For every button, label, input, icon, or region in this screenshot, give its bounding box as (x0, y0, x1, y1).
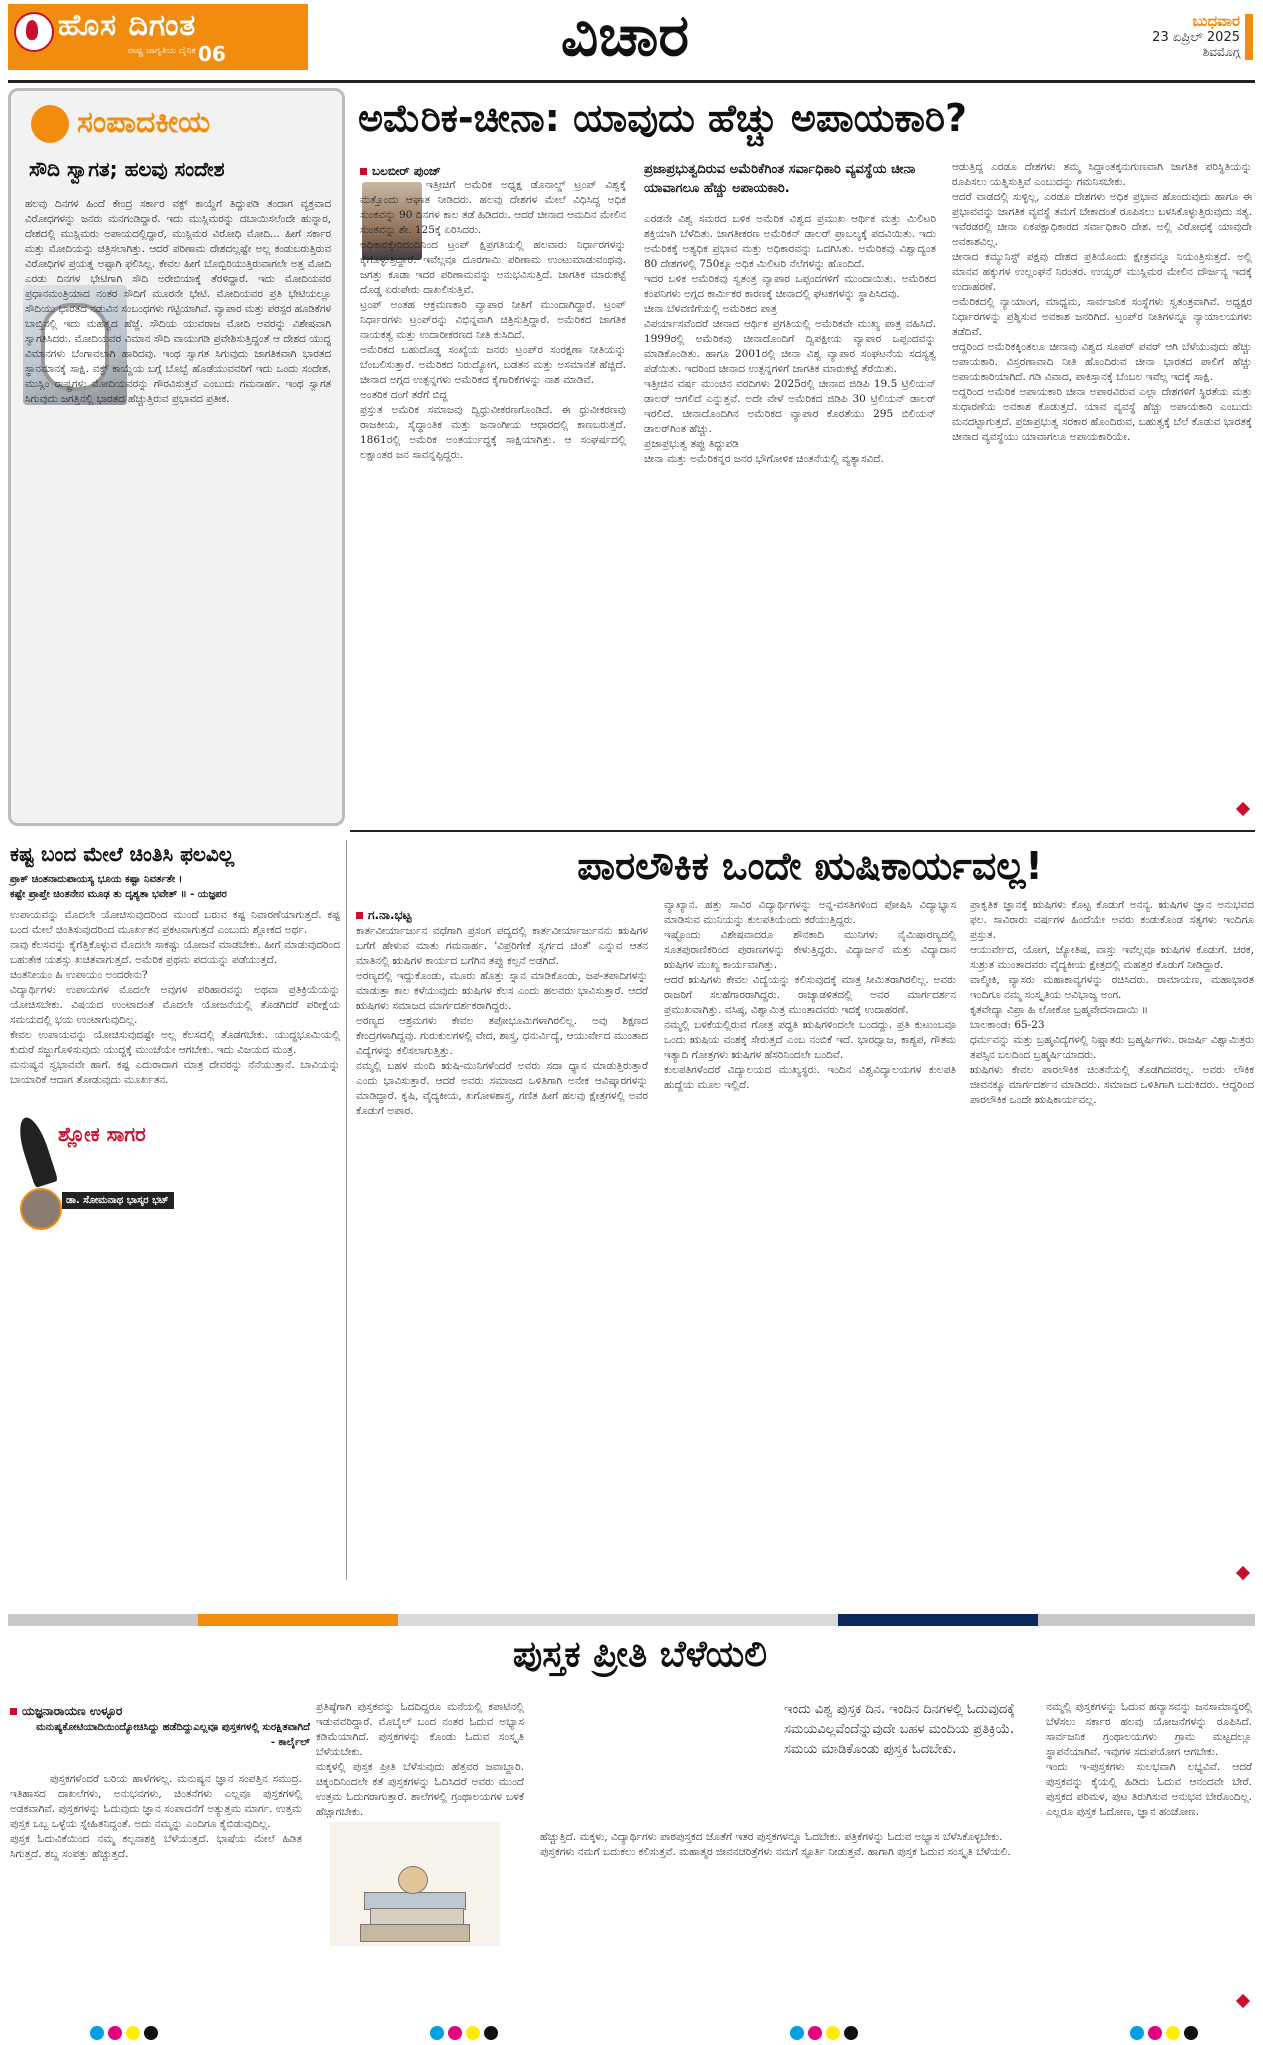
logo-text: ಹೊಸ ದಿಗಂತ (58, 8, 197, 43)
main-author: ಬಲಬೀರ್ ಪುಂಜ್ (372, 164, 441, 178)
editorial-emblem-icon (31, 105, 69, 143)
books-kicker: ಮನುಷ್ಯಕೋಟಿಯಾದಿಯಿಂದ್ಯೋಚಿಸಿದ್ದು ಹಡೆದಿದ್ದುಎಲ್ಲವೂ ಪುಸ್ತಕಗಳಲ್ಲಿ ಸುರಕ್ಷಿತವಾಗಿದೆ - ಕಾರ್ಲೈಲ್ (36, 1722, 310, 1748)
date-label: 23 ಏಪ್ರಿಲ್ 2025 (1152, 30, 1240, 45)
masthead (0, 0, 1263, 78)
books-headline: ಪುಸ್ತಕ ಪ್ರೀತಿ ಬೆಳೆಯಲಿ (512, 1634, 768, 1675)
shloka-box (10, 1112, 168, 1232)
books-illustration (330, 1822, 500, 1946)
city-label: ಶಿವಮೊಗ್ಗ (1202, 45, 1240, 59)
columnist-avatar (20, 1188, 62, 1230)
vertical-rule-spiritual (346, 840, 347, 1580)
color-divider (8, 1614, 1255, 1626)
main-author-byline (360, 160, 660, 179)
cmyk-dot-magenta (108, 2026, 122, 2040)
second-col-2: ವ್ಯಾಖ್ಯಾನ. ಹತ್ತು ಸಾವಿರ ವಿದ್ಯಾರ್ಥಿಗಳನ್ನು ಅನ್ನ-ವಸತಿಗಳಿಂದ ಪೋಷಿಸಿ ವಿದ್ಯಾಭ್ಯಾಸ ಮಾಡಿಸುವ ಮುನಿಯನ್ನು ಕುಲಪತಿಯೆಂದು ಕರೆಯುತ್ತಿದ್ದರು. ಇಷ್ಟೊಂದು ವಿಶೇಷವಾದರೂ ಶೌನಕಾದಿ ಮುನಿಗಳು ನೈಮಿಷಾರಣ್ಯದಲ್ಲಿ ಸೂತಪುರಾಣಿಕರಿಂದ ಪುರಾಣಗಳನ್ನು ಕೇಳುತ್ತಿದ್ದರು. ವಿದ್ಯಾರ್ಜನೆ ಮತ್ತು ವಿದ್ಯಾದಾನ ಋಷಿಗಳ ಮುಖ್ಯ ಕಾರ್ಯವಾಗಿತ್ತು. ಆದರೆ ಋಷಿಗಳು ಕೇವಲ ವಿದ್ಯೆಯನ್ನು ಕಲಿಸುವುದಕ್ಕೆ ಮಾತ್ರ ಸೀಮಿತರಾಗಿರಲಿಲ್ಲ. ಅವರು ರಾಜರಿಗೆ ಸಲಹೆಗಾರರಾಗಿದ್ದರು. ರಾಜ್ಯಾಡಳಿತದಲ್ಲಿ ಅವರ ಮಾರ್ಗದರ್ಶನ ಪ್ರಮುಖವಾಗಿತ್ತು. ವಸಿಷ್ಠ, ವಿಶ್ವಾಮಿತ್ರ ಮುಂತಾದವರು ಇದಕ್ಕೆ ಉದಾಹರಣೆ. ನಮ್ಮಲ್ಲಿ ಬಳಕೆಯಲ್ಲಿರುವ ಗೋತ್ರ ಪದ್ಧತಿ ಋಷಿಗಳಿಂದಲೇ ಬಂದದ್ದು. ಪ್ರತಿ ಕುಟುಂಬವೂ ಒಂದು ಋಷಿಯ ವಂಶಕ್ಕೆ ಸೇರುತ್ತದೆ ಎಂಬ ನಂಬಿಕೆ ಇದೆ. ಭಾರದ್ವಾಜ, ಕಾಶ್ಯಪ, ಗೌತಮ ಇತ್ಯಾದಿ ಗೋತ್ರಗಳು ಋಷಿಗಳ ಹೆಸರಿನಿಂದಲೇ ಬಂದಿವೆ. ಕುಲಪತಿಗಳೆಂದರೆ ವಿದ್ಯಾಲಯದ ಮುಖ್ಯಸ್ಥರು. ಇಂದಿನ ವಿಶ್ವವಿದ್ಯಾಲಯಗಳ ಕುಲಪತಿ ಹುದ್ದೆಯ ಮೂಲ ಇಲ್ಲಿದೆ. (664, 899, 956, 1091)
main-col-2: ಎರಡನೇ ವಿಶ್ವ ಸಮರದ ಬಳಿಕ ಅಮೆರಿಕ ವಿಶ್ವದ ಪ್ರಮುಖ ಆರ್ಥಿಕ ಮತ್ತು ಮಿಲಿಟರಿ ಶಕ್ತಿಯಾಗಿ ಬೆಳೆದಿತು. ಜಾಗತೀಕರಣ ಅಮೆರಿಕನ್ ಡಾಲರ್ ಪ್ರಾಬಲ್ಯಕ್ಕೆ ಪದವಿಯಿತು. ಇದು ಅಮೆರಿಕಕ್ಕೆ ಅತ್ಯಧಿಕ ಪ್ರಭಾವ ಮತ್ತು ಅಧಿಕಾರವನ್ನು ಒದಗಿಸಿತು. ಅಮೆರಿಕವು ವಿಶ್ವಾದ್ಯಂತ 80 ದೇಶಗಳಲ್ಲಿ 750ಕ್ಕೂ ಅಧಿಕ ಮಿಲಿಟರಿ ನೆಲೆಗಳನ್ನು ಹೊಂದಿದೆ. ಇದರ ಬಳಿಕ ಅಮೆರಿಕವು ಸ್ವತಂತ್ರ ವ್ಯಾಪಾರ ಒಪ್ಪಂದಗಳಿಗೆ ಮುಂದಾಯಿತು. ಅಮೆರಿಕದ ಕಂಪನಿಗಳು ಅಗ್ಗದ ಕಾರ್ಮಿಕರ ಕಾರಣಕ್ಕೆ ಚೀನಾದಲ್ಲಿ ಘಟಕಗಳನ್ನು ಸ್ಥಾಪಿಸಿದವು. ಚೀನಾ ಬೆಳವಣಿಗೆಯಲ್ಲಿ ಅಮೆರಿಕದ ಪಾತ್ರ ವಿಪರ್ಯಾಸವೆಂದರೆ ಚೀನಾದ ಆರ್ಥಿಕ ಪ್ರಗತಿಯಲ್ಲಿ ಅಮೆರಿಕವೇ ಮುಖ್ಯ ಪಾತ್ರ ವಹಿಸಿದೆ. 1999ರಲ್ಲಿ ಅಮೆರಿಕವು ಚೀನಾದೊಂದಿಗೆ ದ್ವಿಪಕ್ಷೀಯ ವ್ಯಾಪಾರ ಒಪ್ಪಂದವನ್ನು ಮಾಡಿಕೊಂಡಿತು. ಹಾಗೂ 2001ರಲ್ಲಿ ಚೀನಾ ವಿಶ್ವ ವ್ಯಾಪಾರ ಸಂಘಟನೆಯ ಸದಸ್ಯತ್ವ ಪಡೆಯಿತು. ಇದರಿಂದ ಚೀನಾದ ಉತ್ಪನ್ನಗಳಿಗೆ ಜಾಗತಿಕ ಮಾರುಕಟ್ಟೆ ತೆರೆಯಿತು. ಇತ್ತೀಚಿನ ವರ್ಷ ಮುಂಚಿನ ವರದಿಗಳು 2025ರಲ್ಲಿ ಚೀನಾದ ಜಿಡಿಪಿ 19.5 ಟ್ರಿಲಿಯನ್ ಡಾಲರ್ ಆಗಲಿದೆ ಎನ್ನುತ್ತವೆ. ಅದೇ ವೇಳೆ ಅಮೆರಿಕದ ಜಿಡಿಪಿ 30 ಟ್ರಿಲಿಯನ್ ಡಾಲರ್ ಇರಲಿದೆ. ಚೀನಾದೊಂದಿಗಿನ ಅಮೆರಿಕದ ವ್ಯಾಪಾರ ಕೊರತೆಯು 295 ಬಿಲಿಯನ್ ಡಾಲರ್‌ಗಿಂತ ಹೆಚ್ಚು. ಪ್ರಜಾಪ್ರಭುತ್ವ ತಪ್ಪು ತಿದ್ದುಪಡಿ ಚೀನಾ ಮತ್ತು ಅಮೆರಿಕನ್ನರ ಜನರ ಭೌಗೋಳಿಕ ಚಿಂತನೆಯಲ್ಲಿ ವ್ಯತ್ಯಾಸವಿದೆ. (644, 213, 936, 465)
spiritual-headline: ಕಷ್ಟ ಬಂದ ಮೇಲೆ ಚಿಂತಿಸಿ ಫಲವಿಲ್ಲ (10, 842, 235, 866)
editorial-label: ಸಂಪಾದಕೀಯ (77, 105, 211, 140)
main-headline: ಅಮೆರಿಕ-ಚೀನಾ: ಯಾವುದು ಹೆಚ್ಚು ಅಪಾಯಕಾರಿ? (358, 96, 968, 140)
cmyk-dot-black (144, 2026, 158, 2040)
editorial-box (8, 88, 345, 826)
books-highlight: ಇಂದು ವಿಶ್ವ ಪುಸ್ತಕ ದಿನ. ಇಂದಿನ ದಿನಗಳಲ್ಲಿ ಓದುವುದಕ್ಕೆ ಸಮಯವಿಲ್ಲವೆಂದೆನ್ನುವುದೇ ಬಹಳ ಮಂದಿಯ ಪ್ರತಿಕ್ರಿಯೆ. ಸಮಯ ಮಾಡಿಕೊಂಡು ಪುಸ್ತಕ ಓದಬೇಕು. (784, 1702, 1015, 1757)
books-col-4: ನಮ್ಮಲ್ಲಿ ಪುಸ್ತಕಗಳನ್ನು ಓದುವ ಹವ್ಯಾಸವನ್ನು ಜನಸಾಮಾನ್ಯರಲ್ಲಿ ಬೆಳೆಸಲು ಸರ್ಕಾರ ಹಲವು ಯೋಜನೆಗಳನ್ನು ರೂಪಿಸಿದೆ. ಸಾರ್ವಜನಿಕ ಗ್ರಂಥಾಲಯಗಳು ಗ್ರಾಮ ಮಟ್ಟದಲ್ಲೂ ಸ್ಥಾಪನೆಯಾಗಿವೆ. ಇವುಗಳ ಸದುಪಯೋಗ ಆಗಬೇಕು. ಇಂದು ಇ-ಪುಸ್ತಕಗಳು ಸುಲಭವಾಗಿ ಲಭ್ಯವಿವೆ. ಆದರೆ ಪುಸ್ತಕವನ್ನು ಕೈಯಲ್ಲಿ ಹಿಡಿದು ಓದುವ ಆನಂದವೇ ಬೇರೆ. ಪುಸ್ತಕದ ಪರಿಮಳ, ಪುಟ ತಿರುಗಿಸುವ ಅನುಭವ ಬೇರೊಂದಿಲ್ಲ. ಎಲ್ಲರೂ ಪುಸ್ತಕ ಓದೋಣ, ಜ್ಞಾನ ಹಂಚೋಣ. (1046, 1701, 1252, 1818)
byline-marker-icon-2 (356, 912, 363, 919)
books-col-2: ಪ್ರತಿಷ್ಠೆಗಾಗಿ ಪುಸ್ತಕವನ್ನು ಓದದಿದ್ದರೂ ಮನೆಯಲ್ಲಿ ಕಪಾಟಿನಲ್ಲಿ ಇಡುವವರಿದ್ದಾರೆ. ಮೊಬೈಲ್ ಬಂದ ನಂತರ ಓದುವ ಅಭ್ಯಾಸ ಕಡಿಮೆಯಾಗಿದೆ. ಪುಸ್ತಕಗಳನ್ನು ಕೊಂಡು ಓದುವ ಸಂಸ್ಕೃತಿ ಬೆಳೆಯಬೇಕು. ಮಕ್ಕಳಲ್ಲಿ ಪುಸ್ತಕ ಪ್ರೀತಿ ಬೆಳೆಸುವುದು ಹೆತ್ತವರ ಜವಾಬ್ದಾರಿ. ಚಿಕ್ಕಂದಿನಿಂದಲೇ ಕತೆ ಪುಸ್ತಕಗಳನ್ನು ಓದಿಸಿದರೆ ಅವರು ಮುಂದೆ ಉತ್ತಮ ಓದುಗರಾಗುತ್ತಾರೆ. ಶಾಲೆಗಳಲ್ಲಿ ಗ್ರಂಥಾಲಯಗಳ ಬಳಕೆ ಹೆಚ್ಚಾಗಬೇಕು. (316, 1701, 524, 1818)
books-author: ಯಜ್ಞನಾರಾಯಣ ಉಳ್ಳೂರ (22, 1704, 123, 1718)
day-label: ಬುಧವಾರ (1192, 12, 1240, 30)
editorial-label-wrap (31, 103, 331, 147)
logo-emblem-icon (14, 12, 54, 52)
spiritual-verse: ಪ್ರಾಕ್ ಚಿಂತನಾದುಪಾಯಸ್ಯ ಭೂಯ ಕಷ್ಟಾ ನಿವರ್ತತೇ । ಕಷ್ಟೇ ಪ್ರಾಪ್ತೇ ಚಿಂತನೇನ ಮೂಢ ತು ದೃಶ್ಯತಾ ಭವೇತ್ ॥ - ಯಜ್ಞಪರ (10, 874, 227, 900)
books-author-byline (10, 1700, 310, 1719)
cmyk-dot-cyan (90, 2026, 104, 2040)
byline-marker-icon-3 (10, 1708, 17, 1715)
shloka-box-author: ಡಾ. ಸೋಮನಾಥ ಭಾಸ್ಕರ ಭಟ್ (62, 1192, 174, 1209)
masthead-rule (8, 80, 1255, 83)
editorial-body: ಹಲವು ದಿನಗಳ ಹಿಂದೆ ಕೇಂದ್ರ ಸರ್ಕಾರ ವಕ್ಫ್ ಕಾಯ್ದೆಗೆ ತಿದ್ದುಪಡಿ ತಂದಾಗ ವ್ಯಕ್ತವಾದ ವಿರೋಧಗಳನ್ನು ಜನರು ಮನಗಂಡಿದ್ದಾರೆ. ಇದು ಮುಸ್ಲಿಮರನ್ನು ದಬಾಯಿಸಲೆಂದೇ ಹುನ್ನಾರ, ದೇಶದಲ್ಲಿ ಮುಸ್ಲಿಮರು ಅಪಾಯದಲ್ಲಿದ್ದಾರೆ, ಮುಸ್ಲಿಮರ ವಿರೋಧಿ ಮೋದಿ... ಹೀಗೆ ಸರ್ಕಾರ ಮತ್ತು ಮೋದಿಯನ್ನು ಚಿತ್ರಿಸಲಾಗಿತ್ತು. ಆದರೆ ಪರಿಣಾಮ ದೇಶದಲ್ಲಷ್ಟೇ ಅಲ್ಲ ಕಂಡುಬರುತ್ತಿರುವ ವಿರೋಧಿಗಳ ಪ್ರಯತ್ನ ಅಷ್ಟಾಗಿ ಫಲಿಸಿಲ್ಲ. ಕೇವಲ ಹೀಗೆ ಬೊಬ್ಬಿರಿಯುತ್ತಿರುವಾಗಲೇ ಅತ್ತ ಮೋದಿ ಎರಡು ದಿನಗಳ ಭೇಟಿಗಾಗಿ ಸೌದಿ ಅರೇಬಿಯಾಕ್ಕೆ ತೆರಳಿದ್ದಾರೆ. ಇದು ಮೋದಿಯವರ ಪ್ರಧಾನಮಂತ್ರಿಯಾದ ನಂತರ ಸೌದಿಗೆ ಮೂರನೇ ಭೇಟಿ. ಮೋದಿಯವರ ಪ್ರತಿ ಭೇಟಿಯಲ್ಲೂ ಸೌದಿಯು ಭಾರತದ ನಡುವಿನ ಸಂಬಂಧಗಳು ಗಟ್ಟಿಯಾಗಿವೆ. ವ್ಯಾಪಾರ ಮತ್ತು ಪರಸ್ಪರ ಹೂಡಿಕೆಗಳ ಬಾಬ್ತಿನಲ್ಲಿ ಇದು ಮಹತ್ವದ ಹೆಜ್ಜೆ. ಸೌದಿಯ ಯುವರಾಜ ಮೋದಿ ಅವರನ್ನು ವಿಶೇಷವಾಗಿ ಸ್ವಾಗತಿಸಿದರು. ಮೋದಿಯವರ ವಿಮಾನ ಸೌದಿ ವಾಯುಗಡಿ ಪ್ರವೇಶಿಸುತ್ತಿದ್ದಂತೆ ಆ ದೇಶದ ಯುದ್ಧ ವಿಮಾನಗಳು ಬೆಂಗಾವಲಾಗಿ ಹಾರಿದವು. ಇಂಥ ಸ್ವಾಗತ ಸಿಗುವುದು ಜಾಗತಿಕವಾಗಿ ಭಾರತದ ಸ್ಥಾನಮಾನಕ್ಕೆ ಸಾಕ್ಷಿ. ವಕ್ಫ್ ಕಾಯ್ದೆಯ ಬಗ್ಗೆ ಬೊಬ್ಬೆ ಹೊಡೆಯುವವರಿಗೆ ಇದು ಒಂದು ಸಂದೇಶ. ಮುಸ್ಲಿಂ ರಾಷ್ಟ್ರಗಳು ಮೋದಿಯವರನ್ನು ಗೌರವಿಸುತ್ತವೆ ಎಂಬುದು ಗಮನಾರ್ಹ. ಇಂಥ ಸ್ವಾಗತ ಸಿಗುವುದು ಜಗತ್ತಿನಲ್ಲಿ ಭಾರತದ ಹೆಚ್ಚುತ್ತಿರುವ ಪ್ರಭಾವದ ಪ್ರತೀಕ. (25, 198, 331, 405)
main-col-3: ಆಡುತ್ತಿದ್ದ ಎರಡೂ ದೇಶಗಳು ತಮ್ಮ ಸಿದ್ಧಾಂತಕ್ಕನುಗುಣವಾಗಿ ಜಾಗತಿಕ ಪರಿಸ್ಥಿತಿಯನ್ನು ರೂಪಿಸಲು ಯತ್ನಿಸುತ್ತಿವೆ ಎಂಬುದನ್ನು ಗಮನಿಸಬೇಕು. ಆದರೆ ವಾಡದಲ್ಲಿ ಸುಳ್ಳಿಲ್ಲ, ಎರಡೂ ದೇಶಗಳು ಅಧಿಕ ಪ್ರಭಾವ ಹೊಂದುವುದು ಹಾಗೂ ಈ ಪ್ರಭಾವವನ್ನು ಜಾಗತಿಕ ವ್ಯವಸ್ಥೆ ತಮಗೆ ಬೇಕಾದಂತೆ ರೂಪಿಸಲು ಬಳಸಿಕೊಳ್ಳುತ್ತಿರುವುದು ಸತ್ಯ. ಇವೆರಡರಲ್ಲಿ ಚೀನಾ ಏಕಪಕ್ಷಾಧಿಕಾರದ ಸರ್ವಾಧಿಕಾರಿ ದೇಶ. ಅಲ್ಲಿ ವಿರೋಧಕ್ಕೆ ಯಾವುದೇ ಅವಕಾಶವಿಲ್ಲ. ಚೀನಾದ ಕಮ್ಯುನಿಸ್ಟ್ ಪಕ್ಷವು ದೇಶದ ಪ್ರತಿಯೊಂದು ಕ್ಷೇತ್ರವನ್ನೂ ನಿಯಂತ್ರಿಸುತ್ತದೆ. ಅಲ್ಲಿ ಮಾನವ ಹಕ್ಕುಗಳ ಉಲ್ಲಂಘನೆ ನಿರಂತರ. ಉಯ್ಘರ್ ಮುಸ್ಲಿಮರ ಮೇಲಿನ ದೌರ್ಜನ್ಯ ಇದಕ್ಕೆ ಉದಾಹರಣೆ. ಅಮೆರಿಕದಲ್ಲಿ ನ್ಯಾಯಾಂಗ, ಮಾಧ್ಯಮ, ಸಾರ್ವಜನಿಕ ಸಂಸ್ಥೆಗಳು ಸ್ವತಂತ್ರವಾಗಿವೆ. ಅಧ್ಯಕ್ಷರ ನಿರ್ಧಾರಗಳನ್ನು ಪ್ರಶ್ನಿಸುವ ಅವಕಾಶ ಜನರಿಗಿದೆ. ಟ್ರಂಪ್‌ರ ನೀತಿಗಳನ್ನೂ ನ್ಯಾಯಾಲಯಗಳು ತಡೆದಿವೆ. ಆದ್ದರಿಂದ ಅಮೆರಿಕಕ್ಕಿಂತಲೂ ಚೀನಾವು ವಿಶ್ವದ ಸೂಪರ್ ಪವರ್ ಆಗಿ ಬೆಳೆಯುವುದು ಹೆಚ್ಚು ಅಪಾಯಕಾರಿ. ವಿಸ್ತರಣಾವಾದಿ ನೀತಿ ಹೊಂದಿರುವ ಚೀನಾ ಭಾರತದ ಪಾಲಿಗೆ ಹೆಚ್ಚು ಅಪಾಯಕಾರಿಯಾಗಿದೆ. ಗಡಿ ವಿವಾದ, ಪಾಕಿಸ್ತಾನಕ್ಕೆ ಬೆಂಬಲ ಇವೆಲ್ಲ ಇದಕ್ಕೆ ಸಾಕ್ಷಿ. ಅದ್ದರಿಂದ ಅಮೆರಿಕ ಅಪಾಯಕಾರಿ ಚೀನಾ ಅಪಾರವಿರುವ ಎಲ್ಲಾ ದೇಶಗಳಿಗೆ ಸ್ಥಿರತೆಯ ಮತ್ತು ಸುಧಾರಣೆಯ ಅವಕಾಶ ಕೊಡುತ್ತದೆ. ಯಾವ ವ್ಯವಸ್ಥೆ ಹೆಚ್ಚು ಅಪಾಯಕಾರಿ ಎಂಬುದು ಮನದಟ್ಟಾಗುತ್ತದೆ. ಪ್ರಜಾಪ್ರಭುತ್ವ ಸರಕಾರ ಹೊಂದಿರುವ, ಬಹುತ್ವಕ್ಕೆ ಬೆಲೆ ಕೊಡುವ ಭಾರತಕ್ಕೆ ಚೀನಾದ ವ್ಯವಸ್ಥೆಯು ಯಾವಾಗಲೂ ಅಪಾಯಕಾರಿಯೇ. (952, 161, 1252, 443)
masthead-bar (1245, 14, 1253, 60)
spiritual-body: ಉಪಾಯವನ್ನು ಮೊದಲೇ ಯೋಚಿಸುವುದರಿಂದ ಮುಂದೆ ಬರುವ ಕಷ್ಟ ನಿವಾರಣೆಯಾಗುತ್ತದೆ. ಕಷ್ಟ ಬಂದ ಮೇಲೆ ಚಿಂತಿಸುವುದರಿಂದ ಮೂರ್ಖತನ ಪ್ರಕಟವಾಗುತ್ತದೆ ಎಂಬುದು ಶ್ಲೋಕದ ಅರ್ಥ. ನಾವು ಕೆಲಸವನ್ನು ಕೈಗೆತ್ತಿಕೊಳ್ಳುವ ಮೊದಲೇ ಸಾಕಷ್ಟು ಯೋಜನೆ ಮಾಡಬೇಕು. ಹೀಗೆ ಮಾಡುವುದರಿಂದ ಬಹುತೇಕ ಯಶಸ್ಸು ಖಚಿತವಾಗುತ್ತದೆ. ಅಮೆರಿಕ ಪ್ರಥಮ ಪದಯನ್ನು ಪಡೆಯುತ್ತದೆ. ಚಿಂತನೀಯಂ ಹಿ ಉಪಾಯಂ ಅಂದರೇನು? ವಿದ್ಯಾರ್ಥಿಗಳು ಉಪಾಯಗಳ ಮೊದಲೇ ಅವುಗಳ ಪರಿಹಾರವನ್ನು ಅಥವಾ ಪ್ರತಿಕ್ರಿಯೆಯನ್ನು ಯೋಚಿಸಬೇಕು. ವಿಷಯದ ಉಂಟಾದಂತೆ ಮೊದಲೇ ಯೋಜನೆಯಲ್ಲಿ ತೊಡಗಿದರೆ ಪರೀಕ್ಷೆಯ ಸಮಯದಲ್ಲಿ ಭಯ ಉಂಟಾಗುವುದಿಲ್ಲ. ಕೇವಲ ಉಪಾಯವನ್ನು ಯೋಚಿಸುವುದಷ್ಟೇ ಅಲ್ಲ ಕೆಲಸದಲ್ಲಿ ತೊಡಗಬೇಕು. ಯುದ್ಧಭೂಮಿಯಲ್ಲಿ ಕುದುರೆ ಸಜ್ಜುಗೊಳಿಸುವುದು ಯುದ್ಧಕ್ಕೆ ಮುಂಚೆಯೇ ಆಗಬೇಕು. ಇದು ವಿಜಯದ ಮಂತ್ರ. ಮನುಷ್ಯನ ಸ್ವಭಾವವೇ ಹಾಗೆ. ಕಷ್ಟ ಎದುರಾದಾಗ ಮಾತ್ರ ದೇವರನ್ನು ನೆನೆಯುತ್ತಾನೆ. ಬಾವಿಯನ್ನು ಬಾಯಾರಿಕೆ ಆದಾಗ ತೋಡುವುದು ಮೂರ್ಖತನ. (10, 909, 340, 1086)
page-number: 06 (198, 42, 226, 66)
logo-tagline: ರಾಷ್ಟ್ರ ಜಾಗೃತಿಯ ದೈನಿಕ (128, 46, 196, 56)
logo-block (8, 4, 308, 70)
byline-marker-icon (360, 168, 367, 175)
second-headline: ಪಾರಲೌಕಿಕ ಒಂದೇ ಋಷಿಕಾರ್ಯವಲ್ಲ! (577, 844, 1043, 888)
mid-rule (350, 830, 1255, 832)
apple-icon (398, 1866, 428, 1894)
editorial-headline: ಸೌದಿ ಸ್ವಾಗತ; ಹಲವು ಸಂದೇಶ (29, 157, 225, 181)
second-author-byline (356, 904, 556, 923)
second-author: ಗ.ನಾ.ಭಟ್ಟ (368, 908, 412, 922)
date-block (1050, 12, 1240, 60)
quill-icon (14, 1114, 58, 1188)
second-col-3: ಪ್ರಾಕೃತಿಕ ಜ್ಞಾನಕ್ಕೆ ಋಷಿಗಳು ಕೊಟ್ಟ ಕೊಡುಗೆ ಅನನ್ಯ. ಋಷಿಗಳ ಜ್ಞಾನ ಅನುಭವದ ಫಲ. ಸಾವಿರಾರು ವರ್ಷಗಳ ಹಿಂದೆಯೇ ಅವರು ಕಂಡುಕೊಂಡ ಸತ್ಯಗಳು ಇಂದಿಗೂ ಪ್ರಸ್ತುತ. ಆಯುರ್ವೇದ, ಯೋಗ, ಜ್ಯೋತಿಷ, ವಾಸ್ತು ಇವೆಲ್ಲವೂ ಋಷಿಗಳ ಕೊಡುಗೆ. ಚರಕ, ಸುಶ್ರುತ ಮುಂತಾದವರು ವೈದ್ಯಕೀಯ ಕ್ಷೇತ್ರದಲ್ಲಿ ಮಹತ್ತರ ಕೊಡುಗೆ ನೀಡಿದ್ದಾರೆ. ವಾಲ್ಮೀಕಿ, ವ್ಯಾಸರು ಮಹಾಕಾವ್ಯಗಳನ್ನು ರಚಿಸಿದರು. ರಾಮಾಯಣ, ಮಹಾಭಾರತ ಇಂದಿಗೂ ನಮ್ಮ ಸಂಸ್ಕೃತಿಯ ಅವಿಭಾಜ್ಯ ಅಂಗ. ಕೃತವೇದ್ಯಾ ವಿಪ್ರಾ ಹಿ ಲೋಕೋ ಬ್ರಹ್ಮವೇದನಾದಾಯಿ ॥ ಬಾಲಕಾಂಡ: 65-23 ಧರ್ಮವನ್ನು ಮತ್ತು ಬ್ರಹ್ಮವಿದ್ಯೆಗಳಲ್ಲಿ ನಿಷ್ಣಾತರು ಬ್ರಹ್ಮರ್ಷಿಗಳು. ರಾಜರ್ಷಿ ವಿಶ್ವಾಮಿತ್ರರು ತಪಸ್ಸಿನ ಬಲದಿಂದ ಬ್ರಹ್ಮರ್ಷಿಯಾದರು. ಋಷಿಗಳು ಕೇವಲ ಪಾರಲೌಕಿಕ ಚಿಂತನೆಯಲ್ಲಿ ತೊಡಗಿದವರಲ್ಲ. ಅವರು ಲೌಕಿಕ ಜೀವನಕ್ಕೂ ಮಾರ್ಗದರ್ಶನ ಮಾಡಿದರು. ಸಮಾಜದ ಒಳಿತಿಗಾಗಿ ಬದುಕಿದರು. ಆದ್ದರಿಂದ ಪಾರಲೌಕಿಕ ಒಂದೇ ಋಷಿಕಾರ್ಯವಲ್ಲ. (970, 899, 1254, 1106)
shloka-box-title: ಶ್ಲೋಕ ಸಾಗರ (58, 1122, 146, 1146)
second-col-1: ಕಾರ್ತವೀರ್ಯಾರ್ಜುನ ವಧೆಗಾಗಿ ಪ್ರಸಂಗ ಪದ್ಯದಲ್ಲಿ ಕಾರ್ತವೀರ್ಯಾರ್ಜುನನು ಋಷಿಗಳ ಬಗೆಗೆ ಹೇಳುವ ಮಾತು ಗಮನಾರ್ಹ. 'ವಿಪ್ರರಿಗೇಕೆ ಸ್ವರ್ಗದ ಚಿಂತೆ' ಎನ್ನುವ ಆತನ ಮಾತಿನಲ್ಲಿ ಋಷಿಗಳ ಕಾರ್ಯದ ಬಗೆಗಿನ ತಪ್ಪು ಕಲ್ಪನೆ ಅಡಗಿದೆ. ಅರಣ್ಯದಲ್ಲಿ ಇದ್ದುಕೊಂಡು, ಮೂರು ಹೊತ್ತು ಸ್ನಾನ ಮಾಡಿಕೊಂಡು, ಜಪ-ತಪಾದಿಗಳನ್ನು ಮಾಡುತ್ತಾ ಕಾಲ ಕಳೆಯುವುದು ಋಷಿಗಳ ಕೆಲಸ ಎಂದು ಹಲವರು ಭಾವಿಸುತ್ತಾರೆ. ಆದರೆ ಋಷಿಗಳು ಸಮಾಜದ ಮಾರ್ಗದರ್ಶಕರಾಗಿದ್ದರು. ಅರಣ್ಯದ ಆಶ್ರಮಗಳು ಕೇವಲ ತಪೋಭೂಮಿಗಳಾಗಿರಲಿಲ್ಲ. ಅವು ಶಿಕ್ಷಣದ ಕೇಂದ್ರಗಳಾಗಿದ್ದವು. ಗುರುಕುಲಗಳಲ್ಲಿ ವೇದ, ಶಾಸ್ತ್ರ, ಧನುರ್ವಿದ್ಯೆ, ಆಯುರ್ವೇದ ಮುಂತಾದ ವಿದ್ಯೆಗಳನ್ನು ಕಲಿಸಲಾಗುತ್ತಿತ್ತು. ನಮ್ಮಲ್ಲಿ ಬಹಳ ಮಂದಿ ಋಷಿ-ಮುನಿಗಳೆಂದರೆ ಅವರು ಸದಾ ಧ್ಯಾನ ಮಾಡುತ್ತಿರುತ್ತಾರೆ ಎಂದು ಭಾವಿಸುತ್ತಾರೆ. ಆದರೆ ಅವರು ಸಮಾಜದ ಒಳಿತಿಗಾಗಿ ಅನೇಕ ಆವಿಷ್ಕಾರಗಳನ್ನು ಮಾಡಿದ್ದಾರೆ. ಕೃಷಿ, ವೈದ್ಯಕೀಯ, ಖಗೋಳಶಾಸ್ತ್ರ, ಗಣಿತ ಹೀಗೆ ಹಲವು ಕ್ಷೇತ್ರಗಳಲ್ಲಿ ಅವರ ಕೊಡುಗೆ ಅಪಾರ. (356, 925, 648, 1117)
cmyk-dot-yellow (126, 2026, 140, 2040)
books-col-3: ಹೆಚ್ಚುತ್ತಿದೆ. ಮಕ್ಕಳು, ವಿದ್ಯಾರ್ಥಿಗಳು ಪಾಠಪುಸ್ತಕದ ಜೊತೆಗೆ ಇತರ ಪುಸ್ತಕಗಳನ್ನೂ ಓದಬೇಕು. ಪತ್ರಿಕೆಗಳನ್ನು ಓದುವ ಅಭ್ಯಾಸ ಬೆಳೆಸಿಕೊಳ್ಳಬೇಕು. ಪುಸ್ತಕಗಳು ನಮಗೆ ಬದುಕಲು ಕಲಿಸುತ್ತವೆ. ಮಹಾತ್ಮರ ಜೀವನಚರಿತ್ರೆಗಳು ನಮಗೆ ಸ್ಫೂರ್ತಿ ನೀಡುತ್ತವೆ. ಹಾಗಾಗಿ ಪುಸ್ತಕ ಓದುವ ಸಂಸ್ಕೃತಿ ಬೆಳೆಯಲಿ. (540, 1831, 1011, 1858)
books-col-1: ಪುಸ್ತಕಗಳೆಂದರೆ ಬರಿಯ ಹಾಳೆಗಳಲ್ಲ. ಮನುಷ್ಯನ ಜ್ಞಾನ ಸಂಪತ್ತಿನ ಸಮುದ್ರ. ಇತಿಹಾಸದ ದಾಖಲೆಗಳು, ಅನುಭವಗಳು, ಚಿಂತನೆಗಳು ಎಲ್ಲವೂ ಪುಸ್ತಕಗಳಲ್ಲಿ ಅಡಕವಾಗಿವೆ. ಪುಸ್ತಕಗಳನ್ನು ಓದುವುದು ಜ್ಞಾನ ಸಂಪಾದನೆಗೆ ಅತ್ಯುತ್ತಮ ಮಾರ್ಗ. ಉತ್ತಮ ಪುಸ್ತಕ ಒಬ್ಬ ಒಳ್ಳೆಯ ಸ್ನೇಹಿತನಿದ್ದಂತೆ. ಅದು ನಮ್ಮನ್ನು ಎಂದಿಗೂ ಕೈಬಿಡುವುದಿಲ್ಲ. ಪುಸ್ತಕ ಓದುವಿಕೆಯಿಂದ ನಮ್ಮ ಕಲ್ಪನಾಶಕ್ತಿ ಬೆಳೆಯುತ್ತದೆ. ಭಾಷೆಯ ಮೇಲೆ ಹಿಡಿತ ಸಿಗುತ್ತದೆ. ಶಬ್ದ ಸಂಪತ್ತು ಹೆಚ್ಚುತ್ತದೆ. (10, 1773, 302, 1860)
section-title: ವಿಚಾರ (560, 1, 690, 69)
books-col-2-continued (316, 1950, 524, 2010)
main-pull-quote: ಪ್ರಜಾಪ್ರಭುತ್ವದಿರುವ ಅಮೆರಿಕೆಗಿಂತ ಸರ್ವಾಧಿಕಾರಿ ವ್ಯವಸ್ಥೆಯ ಚೀನಾ ಯಾವಾಗಲೂ ಹೆಚ್ಚು ಅಪಾಯಕಾರಿ. (644, 162, 916, 196)
main-col-1: ಇತ್ತೀಚಿಗೆ ಅಮೆರಿಕ ಅಧ್ಯಕ್ಷ ಡೊನಾಲ್ಡ್ ಟ್ರಂಪ್ ವಿಶ್ವಕ್ಕೆ ಮತ್ತೊಂದು ಆಘಾತ ನೀಡಿದರು. ಹಲವು ದೇಶಗಳ ಮೇಲೆ ವಿಧಿಸಿದ್ದ ಅಧಿಕ ಸುಂಕವನ್ನು 90 ದಿನಗಳ ಕಾಲ ತಡೆ ಹಿಡಿದರು. ಆದರೆ ಚೀನಾದ ಆಮದಿನ ಮೇಲಿನ ಸುಂಕವನ್ನು ಶೇ. 125ಕ್ಕೆ ಏರಿಸಿದರು. ಅಧಿಕಾರಕ್ಕೇರಿದಂದಿನಿಂದ ಟ್ರಂಪ್ ಕ್ಷಿಪ್ರಗತಿಯಲ್ಲಿ ಹಲವಾರು ನಿರ್ಧಾರಗಳನ್ನು ಕೈಗೊಳ್ಳುತ್ತಿದ್ದಾರೆ. ಇವೆಲ್ಲವೂ ದೂರಗಾಮಿ ಪರಿಣಾಮ ಉಂಟುಮಾಡುವಂಥವು. ಜಗತ್ತು ಕೂಡಾ ಇದರ ಪರಿಣಾಮವನ್ನು ಅನುಭವಿಸುತ್ತಿದೆ. ಜಾಗತಿಕ ಮಾರುಕಟ್ಟೆ ದೊಡ್ಡ ಏರುಪೇರು ದಾಖಲಿಸುತ್ತಿವೆ. ಟ್ರಂಪ್ ಅಂತಹ ಆಕ್ರಮಣಕಾರಿ ವ್ಯಾಪಾರ ನೀತಿಗೆ ಮುಂದಾಗಿದ್ದಾರೆ. ಟ್ರಂಪ್ ನಿರ್ಧಾರಗಳು ಟ್ರಂಪ್‌ರನ್ನು ವಿಭಿನ್ನವಾಗಿ ಚಿತ್ರಿಸುತ್ತಿದ್ದಾರೆ. ಅಮೆರಿಕದ ಜಾಗತಿಕ ನಾಯಕತ್ವ ಮತ್ತು ಉದಾರೀಕರಣದ ನೀತಿ ಕುಸಿದಿದೆ. ಅಮೆರಿಕದ ಬಹುದೊಡ್ಡ ಸಂಖ್ಯೆಯ ಜನರು ಟ್ರಂಪ್‌ರ ಸಂರಕ್ಷಣಾ ನೀತಿಯನ್ನು ಬೆಂಬಲಿಸುತ್ತಾರೆ. ಅಮೆರಿಕದ ನಿರುದ್ಯೋಗ, ಬಡತನ ಮತ್ತು ಅಸಮಾನತೆ ಹೆಚ್ಚಿದೆ. ಚೀನಾದ ಅಗ್ಗದ ಉತ್ಪನ್ನಗಳು ಅಮೆರಿಕದ ಕೈಗಾರಿಕೆಗಳನ್ನು ನಾಶ ಮಾಡಿವೆ. ಅಂತರಿಕ ದಂಗೆ ತರೆಗೆ ಬಿದ್ದ ಪ್ರಸ್ತುತ ಅಮೆರಿಕ ಸಮಾಜವು ದ್ವಿಧ್ರುವೀಕರಣಗೊಂಡಿದೆ. ಈ ಧ್ರುವೀಕರಣವು ರಾಜಕೀಯ, ಸೈದ್ಧಾಂತಿಕ ಮತ್ತು ಜನಾಂಗೀಯ ಆಧಾರದಲ್ಲಿ ಕಾಣಬರುತ್ತದೆ. 1861ರಲ್ಲಿ ಅಮೆರಿಕ ಅಂತರ್ಯುದ್ಧಕ್ಕೆ ಸಾಕ್ಷಿಯಾಗಿತ್ತು. ಆ ಸಂಘರ್ಷದಲ್ಲಿ ಲಕ್ಷಾಂತರ ಜನ ಸಾವನ್ನಪ್ಪಿದ್ದರು. (360, 179, 626, 461)
